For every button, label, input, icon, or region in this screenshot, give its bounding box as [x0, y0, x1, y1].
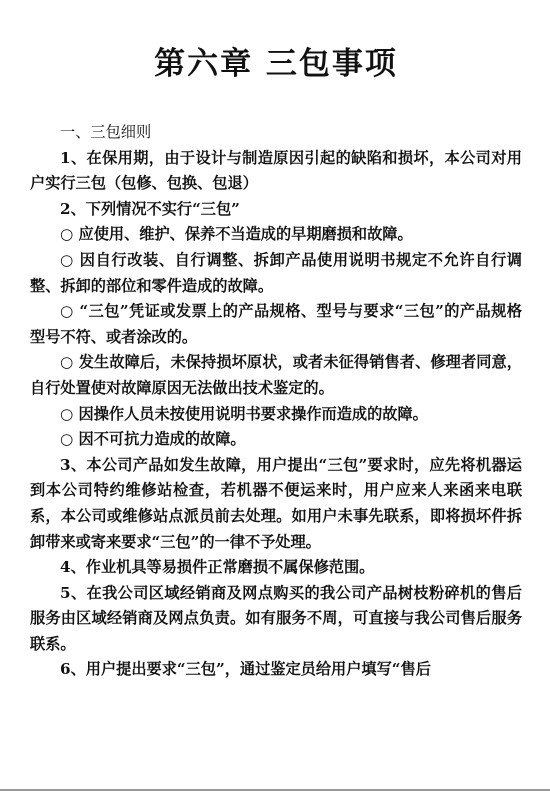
exclusion-item-1: ○ 应使用、维护、保养不当造成的早期磨损和故障。: [60, 225, 413, 244]
paragraph-3: 3、本公司产品如发生故障，用户提出“三包”要求时，应先将机器运到本公司特约维修站检查，若机器不便运来时，用户应来人来函来电联系，本公司或维修站点派员前去处理。如用户未事先联系，即将损坏件拆卸带来或寄来要求“三包”的一律不予处理。: [30, 455, 522, 551]
section-heading: 一、三包细则: [60, 123, 152, 141]
paragraph-5: 5、在我公司区域经销商及网点购买的我公司产品树枝粉碎机的售后服务由区域经销商及网点负责。如有服务不周，可直接与我公司售后服务联系。: [30, 583, 522, 653]
paragraph-6: 6、用户提出要求“三包”，通过鉴定员给用户填写“售后: [60, 660, 431, 679]
exclusion-item-4: ○ 发生故障后，未保持损坏原状，或者未征得销售者、修理者同意，自行处置使对故障原因无法做出技术鉴定的。: [30, 353, 522, 397]
paragraph-4: 4、作业机具等易损件正常磨损不属保修范围。: [60, 558, 375, 577]
paragraph-1: 1、在保用期，由于设计与制造原因引起的缺陷和损坏，本公司对用户实行三包（包修、包换、包退）: [30, 148, 522, 193]
exclusion-item-6: ○ 因不可抗力造成的故障。: [60, 430, 246, 449]
exclusion-item-5: ○ 因操作人员未按使用说明书要求操作而造成的故障。: [60, 404, 428, 423]
chapter-title: 第六章 三包事项: [154, 46, 398, 82]
exclusion-item-3: ○ “三包”凭证或发票上的产品规格、型号与要求“三包”的产品规格型号不符、或者涂改的。: [30, 302, 522, 346]
exclusion-item-2: ○ 因自行改装、自行调整、拆卸产品使用说明书规定不允许自行调整、拆卸的部位和零件造成的故障。: [30, 250, 522, 295]
paragraph-2: 2、下列情况不实行“三包”: [60, 199, 240, 218]
